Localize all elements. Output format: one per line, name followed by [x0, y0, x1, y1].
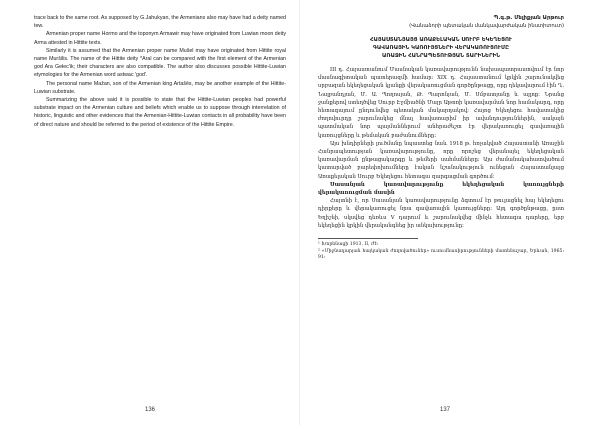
- title-line-3: ԱՌԱՋԻՆ ՀԱՆՐԱՊԵՏՈՒԹՅԱՆ ՏԱՐԻՆԵՐԻՆ: [381, 53, 501, 59]
- page-number-right: 137: [440, 407, 451, 413]
- left-paragraph-5: Summarizing the above said it is possible to state that the Hittite-Luwian peoples had powerful substrate impact on the Armenian culture and beliefs which enable us to suppose through interrelation of historic, linguistic and other evidences that the Armenian-Hittite-Luwian contacts in all probability have been of direct nature and should be referred to the period of existence of the Hittite Empire.: [34, 97, 286, 128]
- author-affiliation: (Վանաձորի պետական մանկավարժական ինստիտուտ): [409, 23, 564, 29]
- footnote-rule: [318, 238, 418, 239]
- left-paragraph-4: The personal name Mažan, son of the Armenian king Artašēs, may be another example of the Hittite-Luwian substrate.: [34, 80, 286, 95]
- right-paragraph-2: Այս խնդիրների լուծմանը նպաստեց նաև 1918 թ. հռչակված Հայաստանի Առաջին Հանրապետության կառավարությունը, որը որոշեց վերանայել եկեղեցական կառավարման ընթացակարգը և թեմերի սահմանները: Այս ժամանակահատվածում կատարված բարեփոխումները էական նշանակություն ունեցան Հայաստանյայց Առաքելական Սուրբ Եկեղեցու հետագա զարգացման գործում:: [318, 140, 564, 180]
- article-title: [318, 36, 564, 60]
- footnote-1: ¹ Խորենացի 1913, II, Ժէ:: [318, 242, 379, 248]
- right-page: [300, 0, 600, 425]
- left-paragraph-3: Similarly it is assumed that the Armenian proper name Mušel may have originated from Hittite royal name Muršilis. The name of the Hittite deity *Aral can be compared with the first element of the Armenian god Ara Gełec'ik; their characters are also compatible. The author also discusses possible Hittite-Luwian etymologies for the Armenian word astwac 'god'.: [34, 47, 286, 79]
- right-paragraph-1: III դ. Հայաստանում Մասնական կառավարությունն նախապատրաստվում էր նոր մասնագիտական պատերազմի համար: XIX դ. Հայաստանում կրկին շարունակվեց սրբազան եկեղեցական կյանքի վերակառուցման գործընթացը, որը ղեկավարում էին Ղ. Նալբանդյան, Մ. Ա. Պողոսյան, Թ. Պարոնյան, Մ. Սմբատյանը և այլոք: Նրանց ջանքերով ստեղծվեց Սուրբ Էջմիածնի Մայր Աթոռի կառավարման նոր համակարգ, որը հետագայում ընդունվեց պետական մակարդակով: Հայոց Եկեղեցու հավատակից ժողովուրդը շարունակեց մնալ հավատարիմ իր ավանդություններին, սակայն պատմական նոր պայմաններում անհրաժեշտ էր վերակառուցել գավառային կառույցները և թեմական բաժանումները:: [318, 67, 564, 139]
- author-name: Պ.գ.թ. Մելիքյան Արթուր: [493, 15, 564, 21]
- title-line-2: ԳԱՎԱՌԱՅԻՆ ԿԱՌՈՒՅՑՆԵՐԻ ՎԵՐԱԿԱՌՈՒՑՈՒՄԸ: [372, 45, 510, 51]
- section-subheading: Սասանյան կառավարությունը եկեղեցական կառույցների վերակառուցման մասին: [318, 181, 564, 197]
- right-paragraph-3: Հայտնի է, որ Սասանյան կառավարությունը ձգտում էր թուլացնել հայ եկեղեցու դիրքերը և վերակառուցել նրա գավառային կառույցները: Այդ գործընթացը, ըստ Եղիշեի, սկսվեց դեռևս V դարում և շարունակվեց մինչև հետագա դարերը, երբ եկեղեցին կրկին վերականգնեց իր անկախությունը:: [318, 198, 564, 229]
- left-paragraph-1: trace back to the same root. As supposed by G.Jahukyan, the Armenians also may have had a deity named tew.: [34, 15, 286, 30]
- title-line-1: ՀԱՅԱՍՏԱՆՅԱՅՑ ԱՌԱՔԵԼԱԿԱՆ ՍՈՒՐԲ ԵԿԵՂԵՑՈՒ: [369, 37, 513, 43]
- left-paragraph-2: Armenian proper name Hormo and the toponym Armawir may have originated from Luwian moon deity Arma attested in Hittite texts.: [34, 31, 286, 46]
- footnote-2: ² «Միջնադարյան հայկական ժողովածուներ» ուսումնասիրությունների մատենաշար, Երևան, 1965: 91:: [318, 248, 564, 261]
- page-number-left: 136: [145, 407, 156, 413]
